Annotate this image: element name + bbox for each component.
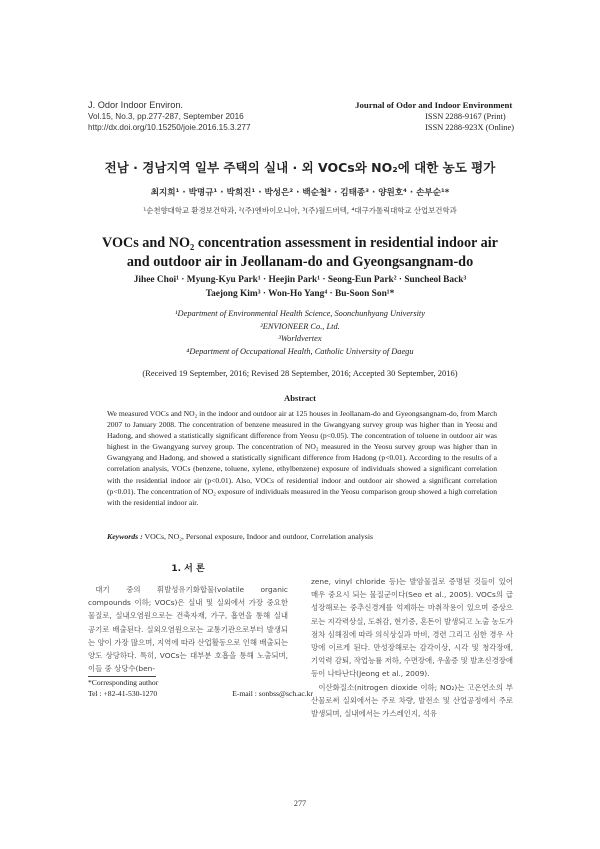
footnote-tel: Tel : +82-41-530-1270 bbox=[88, 688, 158, 698]
page-number: 277 bbox=[293, 799, 307, 808]
english-authors bbox=[0, 273, 600, 301]
corresponding-author: *Corresponding author bbox=[88, 678, 159, 687]
affiliation-4: ⁴Department of Occupational Health, Catholic University of Daegu bbox=[186, 346, 414, 356]
english-title-line2: and outdoor air in Jeollanam-do and Gyeongsangnam-do bbox=[126, 254, 474, 270]
received-dates: (Received 19 September, 2016; Revised 28 September, 2016; Accepted 30 September, 2016) bbox=[142, 368, 458, 378]
abstract-text: We measured VOCs and NO₂ in the indoor and outdoor air at 125 houses in Jeollanam-do and Gyeongsangnam-do, from March 2007 to January 2008. The concentration of benzene measured in the Gwangyang survey group was higher than in Yeosu and Hadong, and showed a statistically significant difference from Yeosu (p<0.05). The concentration of toluene in outdoor air was highest in the Gwangyang survey group. The concentration of NO₂ measured in the Yeosu survey group was higher than in Gwangyang and Hadong, and showed a statistically significant difference from Hadong (p<0.01). According to the results of a correlation analysis, VOCs (benzene, toluene, xylene, ethylbenzene) exposure of individuals showed a significant correlation with the residential indoor air (p<0.01). Also, VOCs of residential indoor and outdoor air showed a significant correlation (p<0.01). The concentration of NO₂ exposure of individuals measured in the Yeosu comparison group showed a high correlation with the residential indoor air. bbox=[107, 409, 497, 507]
footnote-divider bbox=[88, 676, 156, 677]
english-affiliations bbox=[0, 308, 600, 358]
journal-abbrev: J. Odor Indoor Environ. bbox=[88, 100, 183, 110]
english-authors-line1: Jihee Choi¹ · Myung-Kyu Park¹ · Heejin Park¹ · Seong-Eun Park² · Suncheol Back³ bbox=[133, 275, 467, 285]
english-title-line1: VOCs and NO₂ concentration assessment in residential indoor air bbox=[102, 235, 498, 251]
english-authors-line2: Taejong Kim³ · Won-Ho Yang⁴ · Bu-Soon Son¹* bbox=[205, 289, 395, 299]
issn-print: ISSN 2288-9167 (Print) bbox=[425, 112, 506, 121]
affiliation-2: ²ENVIONEER Co., Ltd. bbox=[260, 321, 340, 331]
journal-header-right bbox=[355, 100, 514, 133]
intro-column-left bbox=[88, 583, 288, 675]
intro-paragraph-1-cont: zene, vinyl chloride 등)는 발암물질로 증명된 것들이 있어 매우 중요시 되는 물질군이다(Seo et al., 2005). VOCs의 급성장해로는 중추신경계를 억제하는 마취작용이 있으며 증상으로는 지각력상실, 도취감, 현기증, 혼돈이 발생되고 노출 농도가 점차 심해짐에 따라 의식상실과 마비, 경련 그리고 심한 경우 사망에 이르게 된다. 만성장해로는 감각이상, 시각 및 청각장애, 기억력 감퇴, 작업능률 저하, 수면장애, 우울증 및 발초신경장애 등이 나타난다(Jeong et al., 2009). bbox=[311, 577, 513, 679]
section-heading-introduction: 1. 서 론 bbox=[171, 564, 205, 574]
korean-affiliations: ¹순천향대학교 환경보건학과, ²(주)엔바이오니아, ³(주)월드버텍, ⁴대구가톨릭대학교 산업보건학과 bbox=[143, 206, 457, 215]
intro-paragraph-1: 대기 중의 휘발성유기화합물(volatile organic compounds 이하; VOCs)은 실내 및 실외에서 가장 중요한 물질로, 실내오염원으로는 건축자재, 가구, 흡연을 통해 실내 공기로 배출된다. 실외오염원으로는 교통기관으로부터 발생되는 양이 가장 많으며, 지역에 따라 산업활동으로 인해 배출되는 양도 상당하다. 특히, VOCs는 대부분 호흡을 통해 노출되며, 이들 중 상당수(ben- bbox=[88, 585, 288, 674]
keywords bbox=[107, 532, 497, 541]
issn-online: ISSN 2288-923X (Online) bbox=[425, 123, 514, 132]
footnote bbox=[88, 678, 313, 699]
affiliation-1: ¹Department of Environmental Health Science, Soonchunhyang University bbox=[175, 309, 425, 318]
korean-authors: 최지희¹ · 박명규¹ · 박희진¹ · 박성은² · 백순철³ · 김태종³ · 양원호⁴ · 손부순¹* bbox=[150, 188, 450, 198]
affiliation-3: ³Worldvertex bbox=[278, 334, 322, 344]
keywords-list: VOCs, NO₂, Personal exposure, Indoor and outdoor, Correlation analysis bbox=[142, 532, 374, 541]
intro-column-right bbox=[311, 575, 513, 720]
abstract-heading: Abstract bbox=[284, 393, 316, 403]
english-title bbox=[0, 234, 600, 272]
journal-header-left bbox=[88, 100, 251, 133]
journal-name: Journal of Odor and Indoor Environment bbox=[355, 100, 513, 110]
footnote-email[interactable]: E-mail : sonbss@sch.ac.kr bbox=[232, 688, 313, 698]
doi-link[interactable]: http://dx.doi.org/10.15250/joie.2016.15.3.277 bbox=[88, 123, 251, 132]
volume-pages: Vol.15, No.3, pp.277-287, September 2016 bbox=[88, 112, 244, 121]
keywords-label: Keywords : bbox=[107, 532, 143, 541]
intro-paragraph-2: 이산화질소(nitrogen dioxide 이하; NO₂)는 고온연소의 부산물로써 실외에서는 주로 차량, 발전소 및 산업공정에서 주로 발생되며, 실내에서는 가스레인지, 석유 bbox=[311, 682, 513, 719]
korean-title: 전남 · 경남지역 일부 주택의 실내 · 외 VOCs와 NO₂에 대한 농도 평가 bbox=[104, 160, 496, 175]
